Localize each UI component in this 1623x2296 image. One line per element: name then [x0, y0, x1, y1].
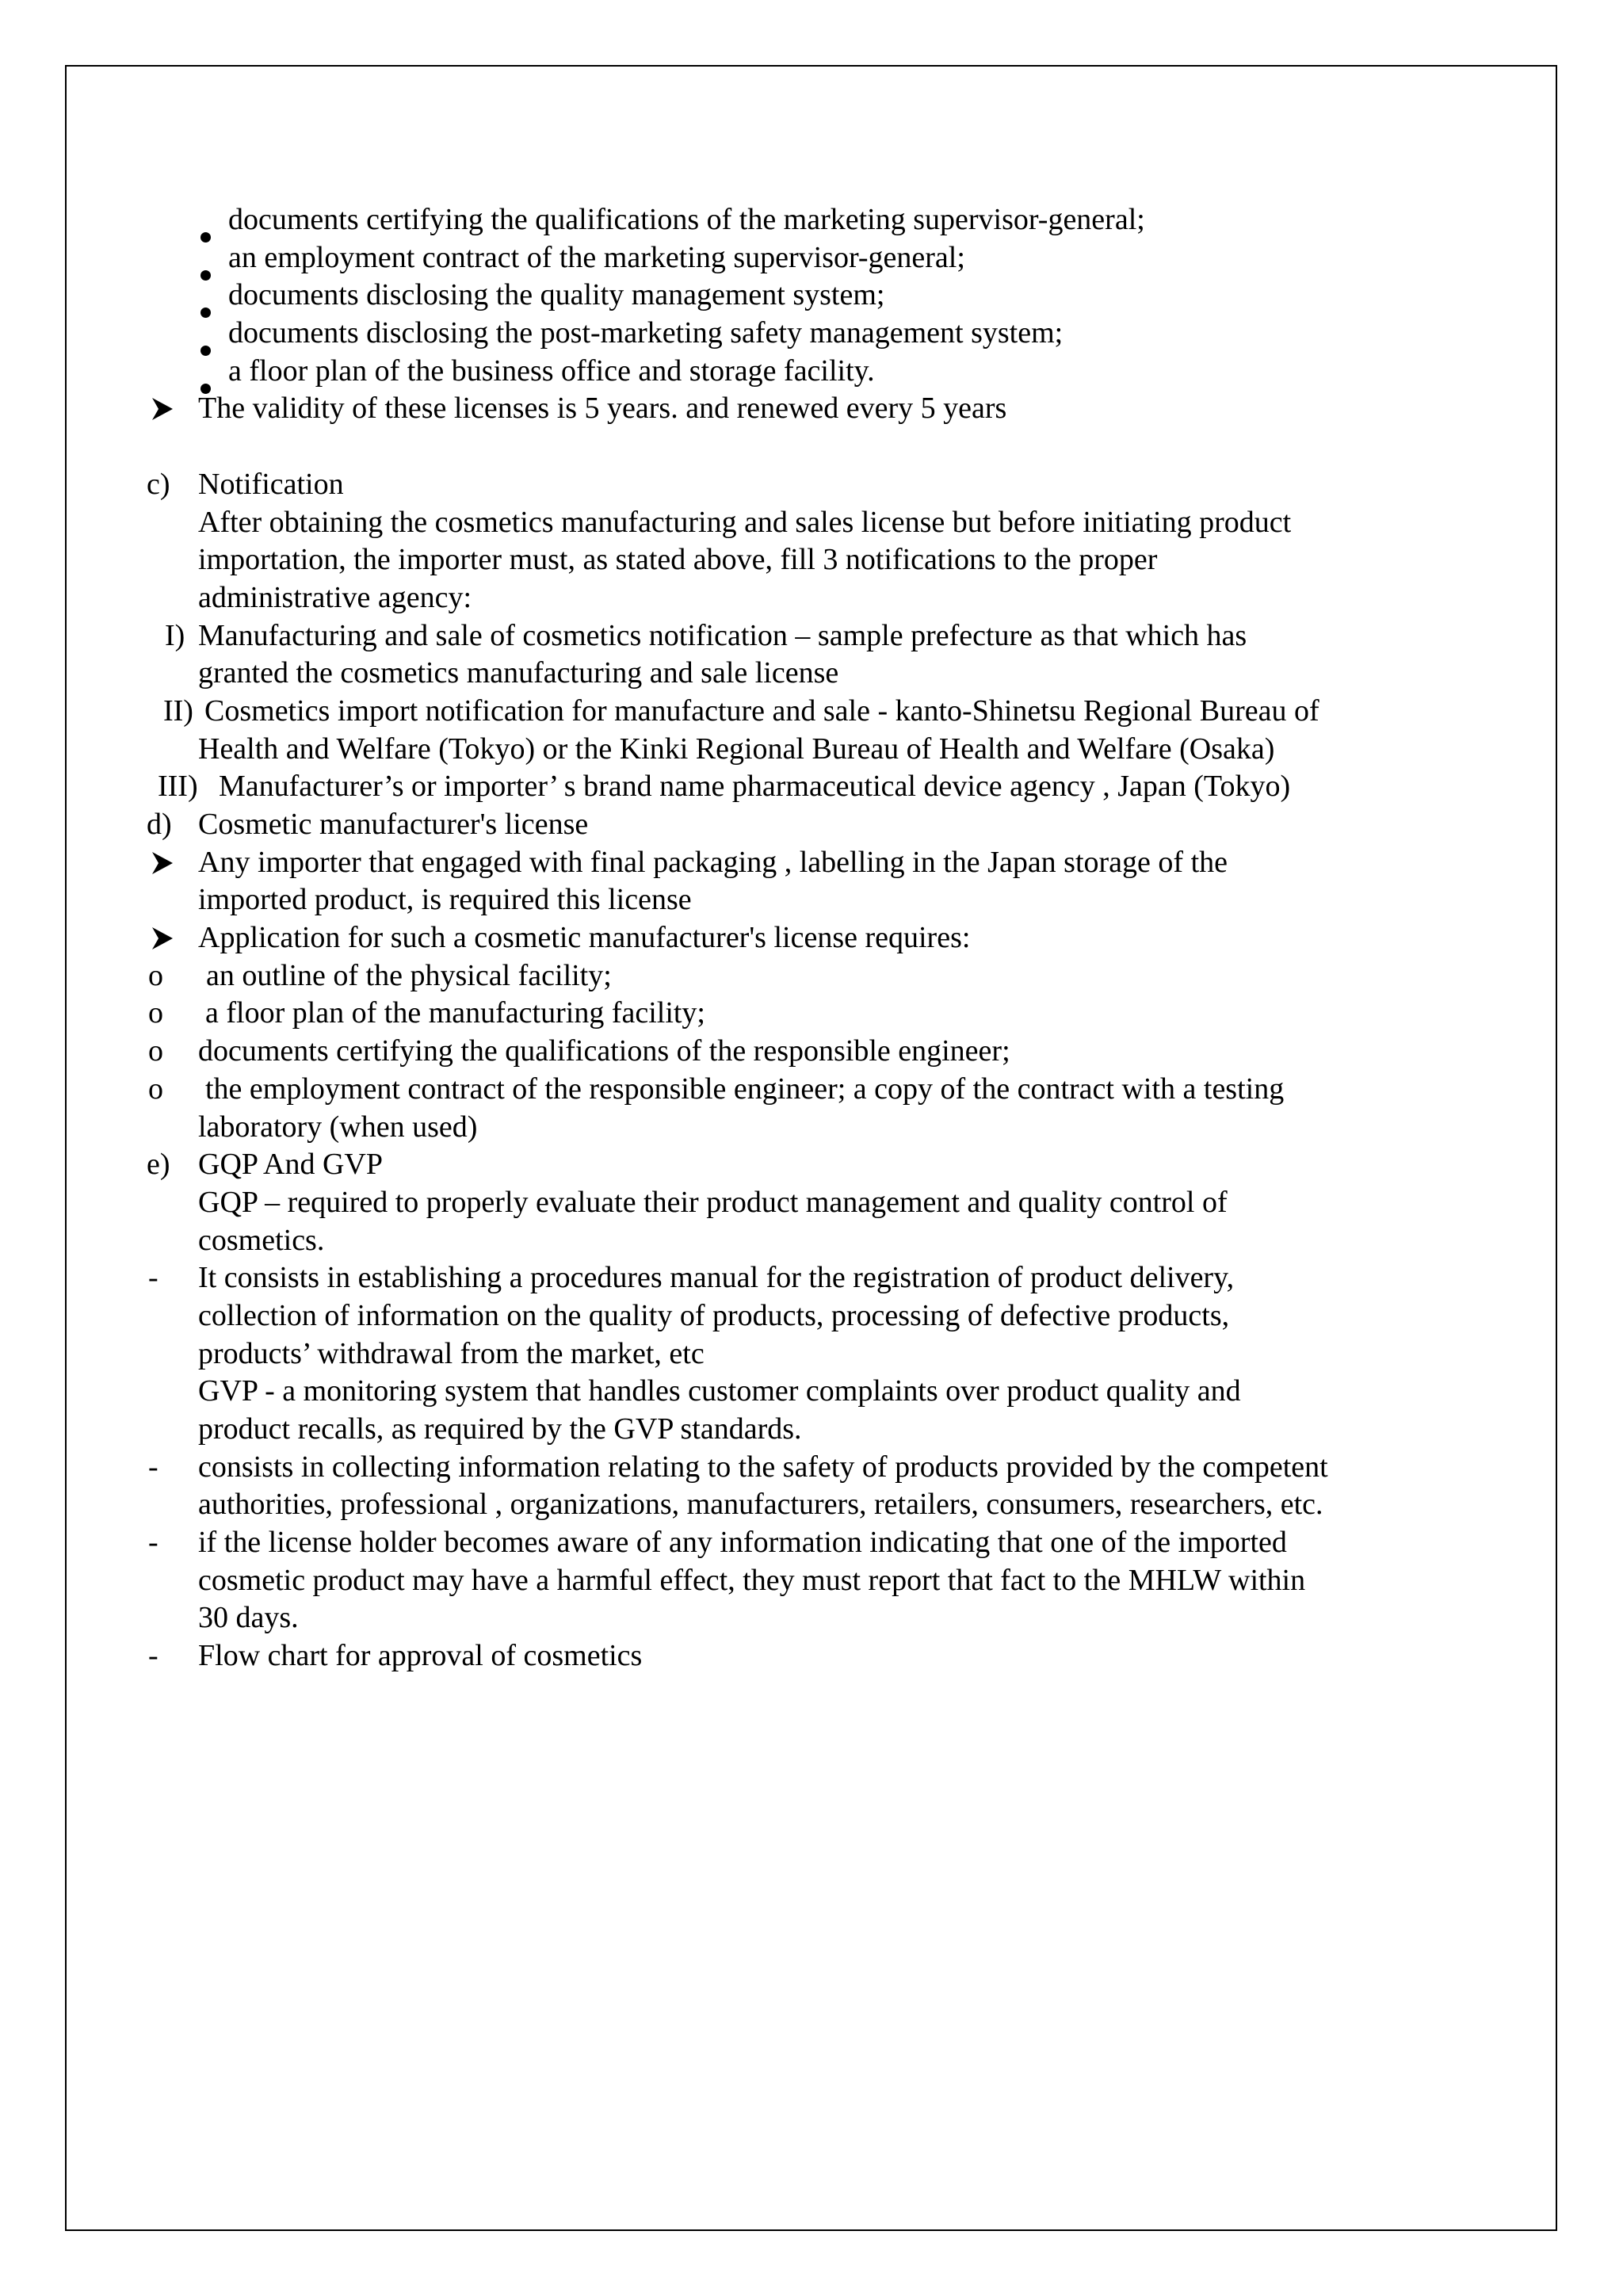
list-item: [0, 315, 1623, 353]
paragraph-line: [0, 1373, 1623, 1411]
list-item-text: an outline of the physical facility;: [206, 958, 612, 992]
roman-marker: II): [163, 693, 193, 728]
paragraph-line: [0, 1222, 1623, 1260]
paragraph-line: [0, 1411, 1623, 1449]
arrow-bullet-icon: [152, 398, 173, 420]
list-item-text: documents certifying the qualifications of the marketing supervisor-general;: [228, 203, 1145, 236]
paragraph-line: [0, 579, 1623, 617]
list-item: [0, 1637, 1623, 1675]
list-item: [0, 957, 1623, 995]
list-item-continuation: [0, 1335, 1623, 1373]
list-item-text: if the license holder becomes aware of any information indicating that one of the imported: [198, 1526, 1287, 1560]
dash-marker: -: [148, 1261, 158, 1295]
list-item-continuation: [0, 1297, 1623, 1335]
list-item-continuation: [0, 881, 1623, 919]
list-item: [0, 1524, 1623, 1562]
list-item-text: a floor plan of the manufacturing facility;: [205, 996, 705, 1030]
roman-marker: III): [158, 770, 198, 804]
list-item-text: the employment contract of the responsible engineer; a copy of the contract with a testing: [205, 1072, 1285, 1106]
list-item: [0, 1033, 1623, 1071]
list-item: [0, 1071, 1623, 1109]
list-item-text: documents certifying the qualifications of the responsible engineer;: [198, 1034, 1010, 1068]
section-title: Notification: [198, 467, 344, 501]
list-item-text: an employment contract of the marketing supervisor-general;: [228, 240, 965, 274]
list-item-text: documents disclosing the post-marketing safety management system;: [228, 316, 1064, 350]
arrow-bullet-icon: [152, 852, 173, 874]
dash-marker: -: [148, 1526, 158, 1560]
section-heading: [0, 466, 1623, 504]
section-title: Cosmetic manufacturer's license: [198, 808, 589, 841]
arrow-bullet-icon: [152, 927, 173, 949]
list-item: [0, 617, 1623, 655]
paragraph-text: After obtaining the cosmetics manufacturing and sales license but before initiating product: [198, 505, 1292, 539]
list-item: [0, 390, 1623, 428]
validity-text: The validity of these licenses is 5 years. and renewed every 5 years: [198, 392, 1007, 426]
paragraph-line: [0, 1184, 1623, 1222]
circle-marker: o: [148, 996, 163, 1030]
list-item: [0, 277, 1623, 315]
paragraph-text: cosmetics.: [198, 1223, 325, 1257]
list-item-text: Any importer that engaged with final packaging , labelling in the Japan storage of the: [198, 845, 1228, 879]
list-item-continuation: [0, 731, 1623, 769]
list-item-text: a floor plan of the business office and storage facility.: [228, 353, 875, 388]
paragraph-text: administrative agency:: [198, 580, 472, 614]
list-item-text: Application for such a cosmetic manufacturer's license requires:: [198, 921, 971, 955]
roman-marker: I): [165, 618, 185, 652]
list-item-text: cosmetic product may have a harmful effect, they must report that fact to the MHLW within: [198, 1563, 1306, 1597]
list-item-text: documents disclosing the quality management system;: [228, 278, 885, 312]
list-item: [0, 239, 1623, 277]
section-title: GQP And GVP: [198, 1148, 383, 1182]
section-marker: d): [147, 808, 172, 841]
section-marker: c): [147, 467, 170, 501]
document-body: [0, 201, 1623, 1675]
list-item: [0, 919, 1623, 957]
list-item-continuation: [0, 1599, 1623, 1637]
paragraph-text: GQP – required to properly evaluate their product management and quality control of: [198, 1185, 1228, 1219]
list-item: [0, 353, 1623, 391]
paragraph-line: [0, 541, 1623, 579]
list-item-text: It consists in establishing a procedures manual for the registration of product delivery,: [198, 1261, 1235, 1295]
list-item-text: laboratory (when used): [198, 1110, 478, 1144]
dash-marker: -: [148, 1450, 158, 1484]
list-item: [0, 995, 1623, 1033]
list-item-text: imported product, is required this license: [198, 883, 692, 917]
list-item-continuation: [0, 655, 1623, 693]
list-item: [0, 1259, 1623, 1297]
list-item-text: consists in collecting information relating to the safety of products provided by the competent: [198, 1450, 1328, 1484]
list-item-text: authorities, professional , organizations, manufacturers, retailers, consumers, researchers, etc.: [198, 1488, 1323, 1522]
list-item: [0, 693, 1623, 731]
circle-marker: o: [148, 1072, 163, 1106]
list-item-text: Cosmetics import notification for manufacture and sale - kanto-Shinetsu Regional Bureau of: [204, 693, 1319, 728]
list-item-text: Flow chart for approval of cosmetics: [198, 1639, 643, 1673]
circle-marker: o: [148, 1034, 163, 1068]
paragraph-text: GVP - a monitoring system that handles customer complaints over product quality and: [198, 1374, 1241, 1408]
list-item-text: granted the cosmetics manufacturing and sale license: [198, 656, 839, 690]
list-item-text: products’ withdrawal from the market, etc: [198, 1336, 705, 1370]
list-item-continuation: [0, 1109, 1623, 1147]
list-item: [0, 768, 1623, 806]
paragraph-line: [0, 504, 1623, 542]
section-heading: [0, 806, 1623, 844]
section-heading: [0, 1146, 1623, 1184]
list-item-text: 30 days.: [198, 1601, 299, 1635]
list-item-text: Health and Welfare (Tokyo) or the Kinki Regional Bureau of Health and Welfare (Osaka): [198, 732, 1275, 766]
section-marker: e): [147, 1148, 170, 1182]
list-item-continuation: [0, 1486, 1623, 1524]
list-item-text: Manufacturer’s or importer’ s brand name pharmaceutical device agency , Japan (Tokyo): [219, 770, 1291, 804]
paragraph-text: product recalls, as required by the GVP standards.: [198, 1412, 802, 1446]
list-item-text: collection of information on the quality of products, processing of defective products,: [198, 1298, 1230, 1332]
spacer: [0, 428, 1623, 466]
list-item-text: Manufacturing and sale of cosmetics notification – sample prefecture as that which has: [198, 618, 1247, 652]
list-item: [0, 844, 1623, 882]
list-item: [0, 1449, 1623, 1487]
circle-marker: o: [148, 958, 163, 992]
list-item: [0, 201, 1623, 239]
dash-marker: -: [148, 1639, 158, 1673]
paragraph-text: importation, the importer must, as stated above, fill 3 notifications to the proper: [198, 543, 1158, 577]
list-item-continuation: [0, 1562, 1623, 1600]
